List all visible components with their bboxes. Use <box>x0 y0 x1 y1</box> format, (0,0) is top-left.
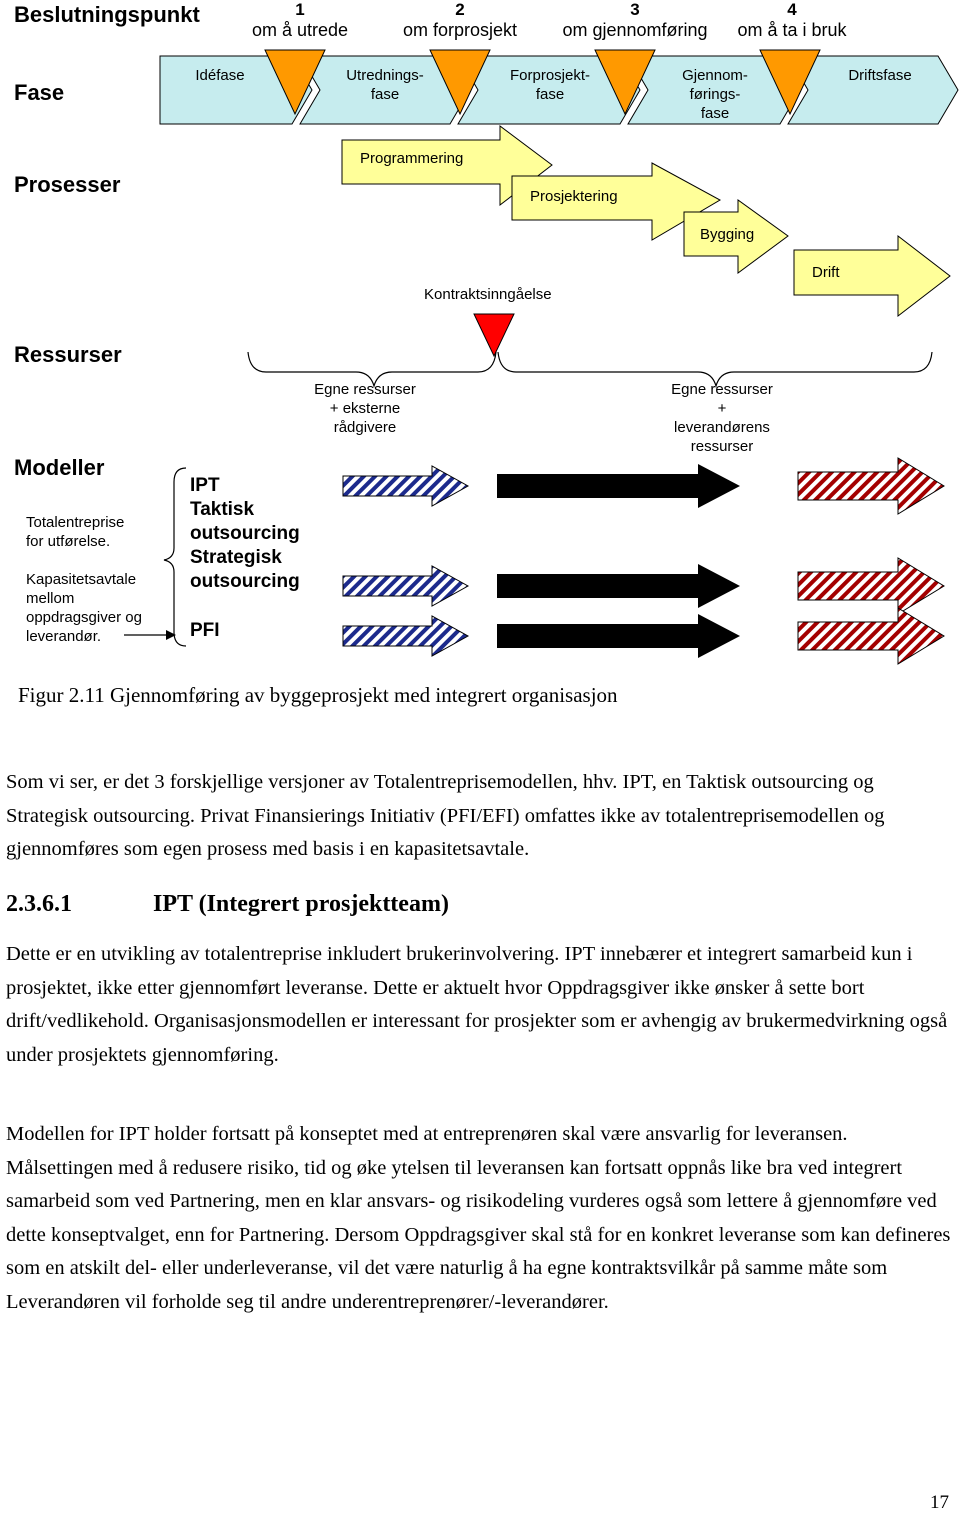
note-line: Totalentreprise <box>26 514 125 531</box>
model-names <box>190 474 300 594</box>
note-line: oppdragsgiver og <box>26 609 142 626</box>
decision-point-4 <box>722 0 862 41</box>
phase-label-gjennomforingsfase: Gjennom- førings- fase <box>682 67 748 122</box>
arrow-black-2 <box>497 564 740 608</box>
decision-point-2 <box>380 0 540 41</box>
arrow-hatched-blue-2 <box>343 566 468 606</box>
phase-label-forprosjektfase: Forprosjekt- fase <box>509 67 591 103</box>
arrow-hatched-red-1 <box>798 458 944 514</box>
decision-point-number: 4 <box>787 0 797 19</box>
row-label-fase: Fase <box>14 80 65 105</box>
arrow-hatched-blue-1 <box>343 466 468 506</box>
phase-label-driftsfase: Driftsfase <box>848 67 912 84</box>
resources-left-label <box>290 380 440 437</box>
resources-right-line: ressurser <box>690 438 754 455</box>
row-label-modeller: Modeller <box>14 455 105 480</box>
resources-right-line: + <box>717 400 727 417</box>
model-arrows-pfi <box>343 608 944 664</box>
decision-point-number: 1 <box>295 0 305 19</box>
arrow-black-1 <box>497 464 740 508</box>
note-line: mellom <box>26 590 75 607</box>
process-label-prosjektering: Prosjektering <box>530 188 618 205</box>
decision-point-label: om å utrede <box>251 20 349 40</box>
figure-caption: Figur 2.11 Gjennomføring av byggeprosjekt med integrert organisasjon <box>18 683 618 707</box>
decision-point-label: om å ta i bruk <box>737 20 847 40</box>
arrow-black-3 <box>497 614 740 658</box>
decision-point-number: 3 <box>630 0 640 19</box>
model-taktisk: Taktisk <box>190 499 255 520</box>
section-number: 2.3.6.1 <box>6 891 72 917</box>
resources-right-label <box>640 380 804 456</box>
page-number: 17 <box>930 1492 949 1513</box>
resources-left-line: Egne ressurser <box>314 381 416 398</box>
resources-right-line: leverandørens <box>674 419 770 436</box>
contract-signing-label: Kontraktsinngåelse <box>424 286 552 303</box>
note-totalentreprise <box>26 513 124 551</box>
arrow-hatched-red-2 <box>798 558 944 614</box>
row-label-beslutningspunkt: Beslutningspunkt <box>14 2 200 27</box>
paragraph-intro: Som vi ser, er det 3 forskjellige versjoner av Totalentreprisemodellen, hhv. IPT, en Taktisk outsourcing og Strategisk outsourcing. Privat Finansierings Initiativ (PFI/EFI) omfattes ikke av totalentreprisemodellen og gjennomføres som egen prosess med basis i en kapasitetsavtale. <box>6 771 885 860</box>
note-line: for utførelse. <box>26 533 111 550</box>
process-label-bygging: Bygging <box>700 226 755 243</box>
note-line: Kapasitetsavtale <box>26 571 137 588</box>
decision-point-number: 2 <box>455 0 465 19</box>
resources-right-line: Egne ressurser <box>671 381 773 398</box>
resources-left-line: + eksterne <box>329 400 401 417</box>
model-arrows-taktisk <box>343 458 944 514</box>
process-label-drift: Drift <box>812 264 840 281</box>
process-label-programmering: Programmering <box>360 150 464 167</box>
model-strategisk-outsourcing: outsourcing <box>190 571 300 592</box>
note-line: leverandør. <box>26 628 102 645</box>
decision-point-1 <box>230 0 370 41</box>
arrow-hatched-red-3 <box>798 608 944 664</box>
paragraph-ipt-1: Dette er en utvikling av totalentreprise inkludert brukerinvolvering. IPT innebærer et integrert samarbeid kun i prosjektet, ikke etter gjennomført leveranse. Dette er aktuelt hvor Oppdragsgiver ikke ønsker å sette bort drift/vedlikehold. Organisasjonsmodellen er interessant for prosjekter som er avhengig av brukermedvirkning også under prosjektets gjennomføring. <box>6 943 948 1066</box>
decision-point-3 <box>545 0 725 41</box>
row-label-ressurser: Ressurser <box>14 342 122 367</box>
model-strategisk: Strategisk <box>190 547 282 568</box>
note-kapasitetsavtale <box>26 570 142 646</box>
arrow-hatched-blue-3 <box>343 616 468 656</box>
resources-left-line: rådgivere <box>333 419 397 436</box>
section-title: IPT (Integrert prosjektteam) <box>153 891 449 917</box>
model-ipt: IPT <box>190 475 220 496</box>
phase-label-utredningsfase: Utrednings- fase <box>346 67 424 103</box>
paragraph-ipt-2: Modellen for IPT holder fortsatt på konseptet med at entreprenøren skal være ansvarlig for leveransen. Målsettingen med å redusere risiko, tid og øke ytelsen til leveransen kan fortsatt oppnås like bra ved integrert samarbeid som ved Partnering, men en klar ansvars- og risikodeling vurderes også som lettere å gjennomføre ved dette konseptvalget, enn for Partnering. Dersom Oppdragsgiver skal stå for en konkret leveranse som kan defineres som en atskilt del- eller underleveranse, vil det være naturlig å ha egne kontraktsvilkår på samme måte som Leverandøren vil forholde seg til andre underentreprenører/-leverandører. <box>6 1123 951 1313</box>
decision-point-label: om gjennomføring <box>562 20 708 40</box>
model-arrows-strategisk <box>343 558 944 614</box>
row-label-prosesser: Prosesser <box>14 172 121 197</box>
contract-signing-triangle <box>474 314 514 356</box>
model-taktisk-outsourcing: outsourcing <box>190 523 300 544</box>
models-brace <box>164 468 186 646</box>
phase-label-idefase: Idéfase <box>195 67 245 84</box>
model-pfi: PFI <box>190 620 220 641</box>
decision-point-label: om forprosjekt <box>402 20 518 40</box>
